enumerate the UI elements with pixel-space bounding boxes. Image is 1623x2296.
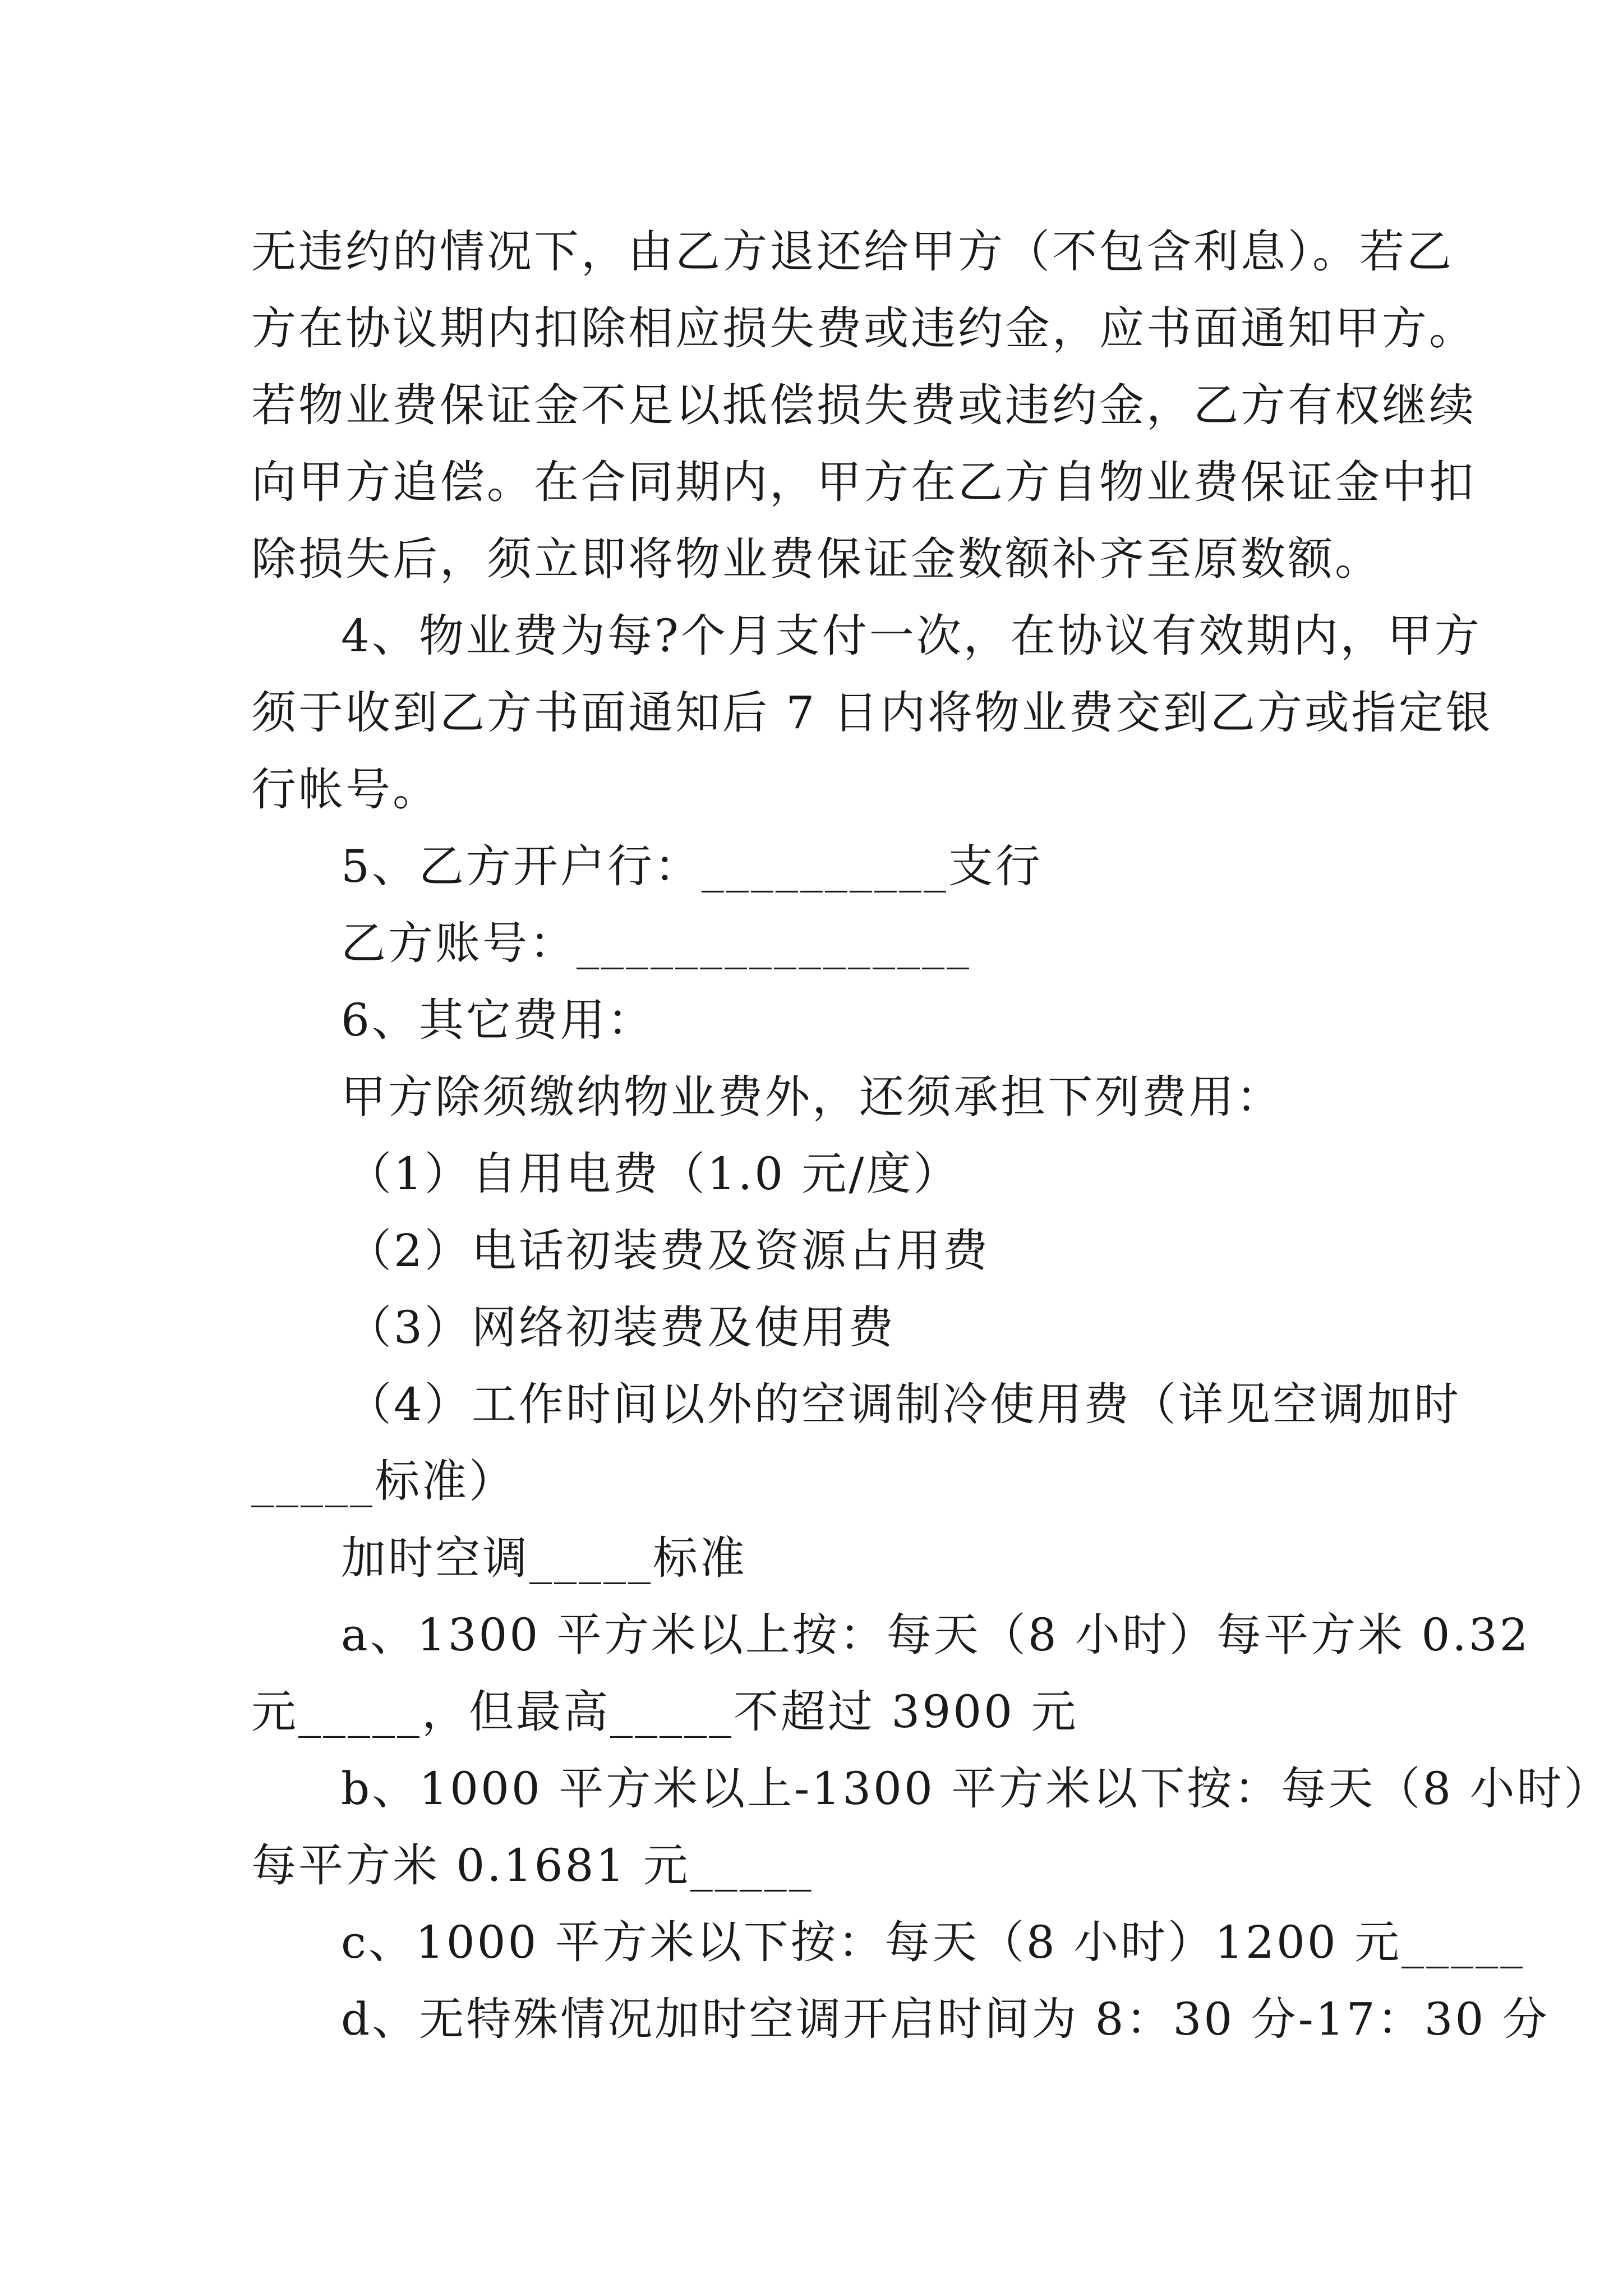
- text-line: 除损失后，须立即将物业费保证金数额补齐至原数额。: [251, 533, 1382, 585]
- fee-item-3: （3）网络初装费及使用费: [347, 1301, 896, 1354]
- ac-rate-a: a、1300 平方米以上按：每天（8 小时）每平方米 0.32: [341, 1609, 1530, 1661]
- document-body: [251, 213, 1611, 2058]
- text-line: 行帐号。: [251, 763, 440, 816]
- text-line: 每平方米 0.1681 元_____: [251, 1839, 814, 1892]
- ac-rate-c: c、1000 平方米以下按：每天（8 小时）1200 元_____: [341, 1916, 1525, 1968]
- text-line: 甲方除须缴纳物业费外，还须承担下列费用：: [341, 1071, 1283, 1123]
- fee-item-2: （2）电话初装费及资源占用费: [347, 1225, 990, 1277]
- clause-5-bank-line: 5、乙方开户行：__________支行: [341, 840, 1043, 892]
- fee-item-4: （4）工作时间以外的空调制冷使用费（详见空调加时: [347, 1378, 1461, 1430]
- text-line: _____标准）: [251, 1455, 516, 1507]
- ac-rate-d: d、无特殊情况加时空调开启时间为 8：30 分-17：30 分: [341, 1993, 1550, 2045]
- ac-standard-heading: 加时空调_____标准: [341, 1532, 747, 1584]
- text-line: 无违约的情况下，由乙方退还给甲方（不包含利息）。若乙: [251, 226, 1454, 278]
- text-line: 向甲方追偿。在合同期内，甲方在乙方自物业费保证金中扣: [251, 456, 1476, 508]
- text-line: 若物业费保证金不足以抵偿损失费或违约金，乙方有权继续: [251, 379, 1476, 431]
- fee-item-1: （1）自用电费（1.0 元/度）: [347, 1148, 961, 1200]
- clause-6-heading: 6、其它费用：: [341, 994, 654, 1046]
- text-line: 方在协议期内扣除相应损失费或违约金，应书面通知甲方。: [251, 302, 1476, 355]
- clause-4-line: 4、物业费为每?个月支付一次，在协议有效期内，甲方: [341, 610, 1482, 662]
- text-line: 须于收到乙方书面通知后 7 日内将物业费交到乙方或指定银: [251, 687, 1493, 739]
- text-line: 元_____，但最高_____不超过 3900 元: [251, 1686, 1078, 1738]
- ac-rate-b: b、1000 平方米以上-1300 平方米以下按：每天（8 小时）: [341, 1763, 1611, 1815]
- account-number-line: 乙方账号：________________: [341, 917, 971, 969]
